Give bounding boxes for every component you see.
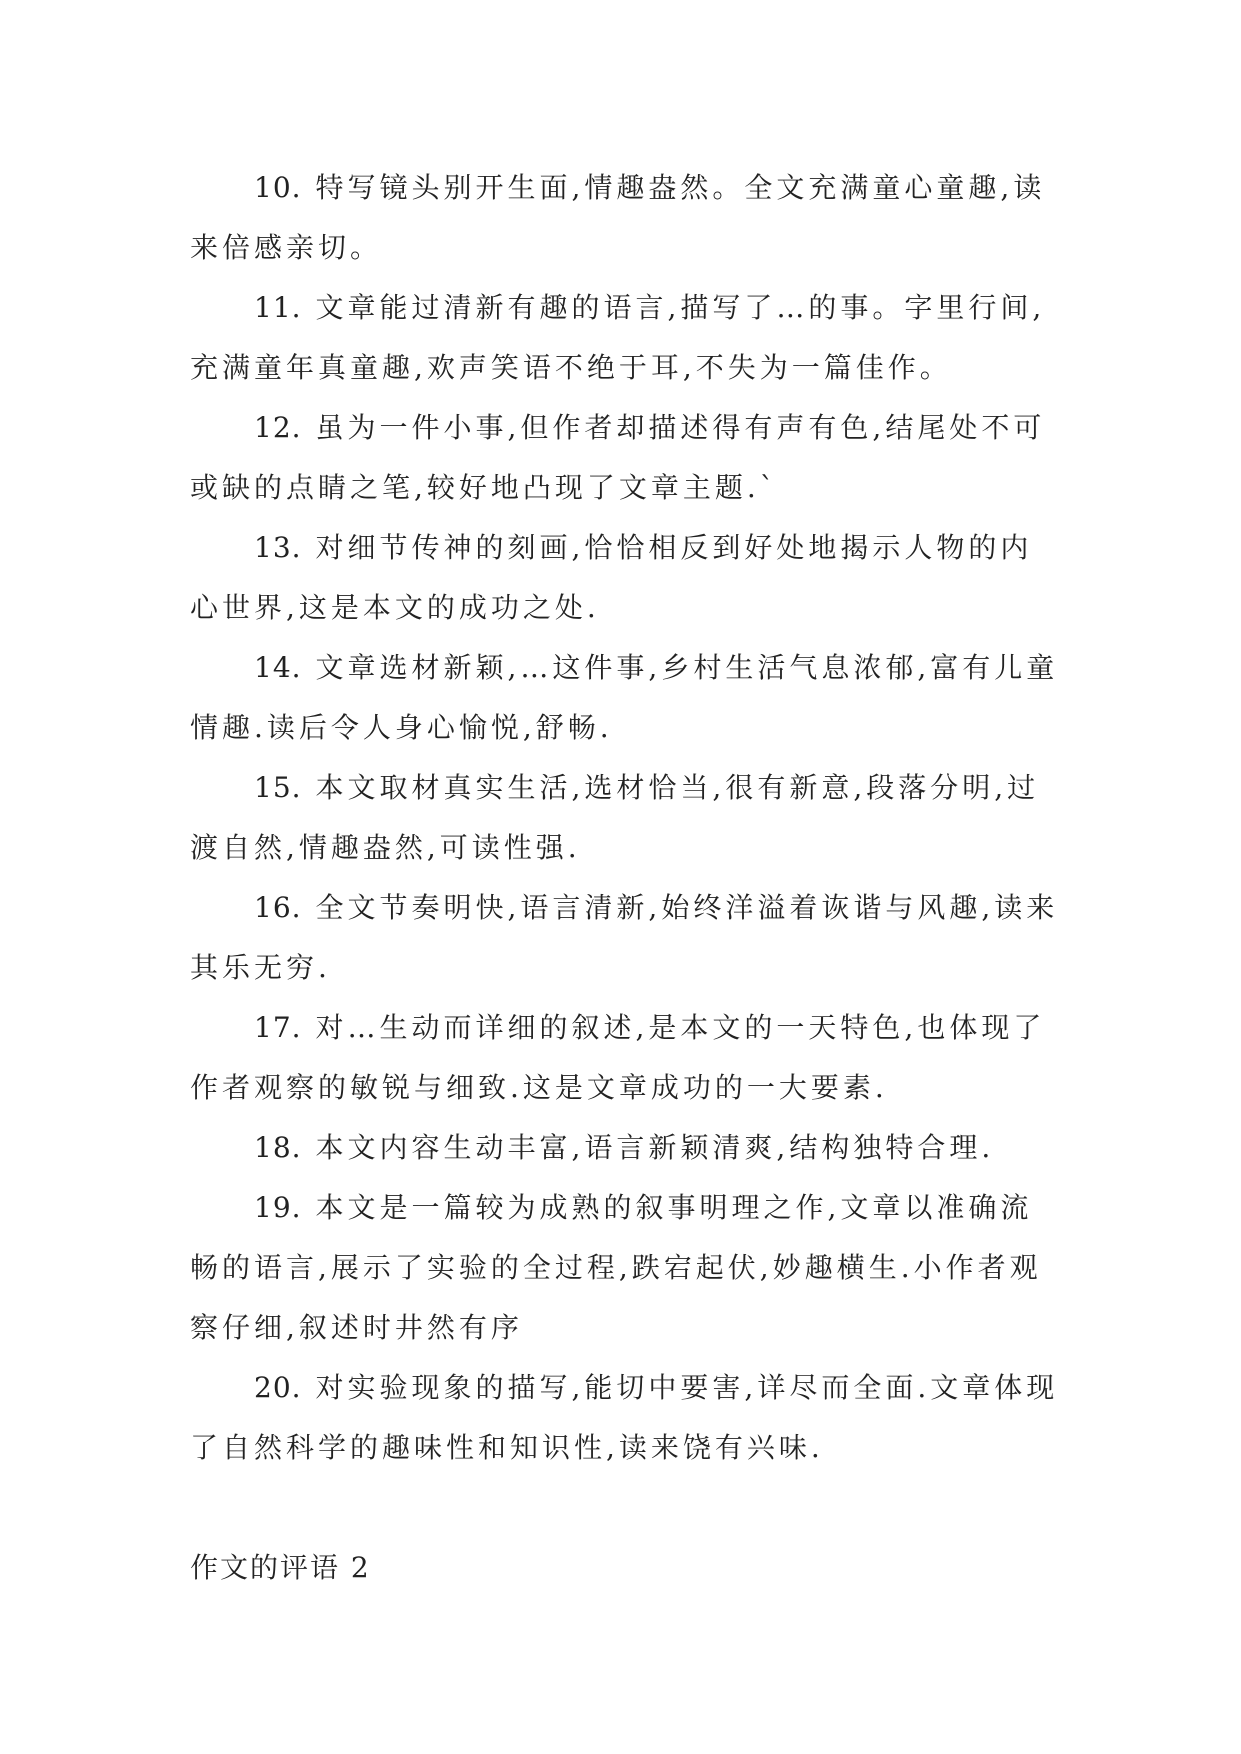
comment-item — [190, 1118, 1060, 1178]
section-heading: 作文的评语 2 — [190, 1551, 371, 1584]
comment-number: 13. — [254, 531, 302, 564]
comment-text: 本文取材真实生活,选材恰当,很有新意,段落分明,过渡自然,情趣盎然,可读性强. — [190, 771, 1040, 864]
comment-number: 17. — [254, 1011, 302, 1044]
comment-number: 20. — [254, 1371, 302, 1404]
comment-text: 文章能过清新有趣的语言,描写了…的事。字里行间,充满童年真童趣,欢声笑语不绝于耳,不失为一篇佳作。 — [190, 291, 1046, 384]
comment-number: 10. — [254, 171, 302, 204]
comment-text: 对实验现象的描写,能切中要害,详尽而全面.文章体现了自然科学的趣味性和知识性,读来饶有兴味. — [190, 1371, 1059, 1464]
comment-item — [190, 158, 1060, 278]
comment-text: 对…生动而详细的叙述,是本文的一天特色,也体现了作者观察的敏锐与细致.这是文章成功的一大要素. — [190, 1011, 1046, 1104]
comment-item — [190, 638, 1060, 758]
comment-number: 18. — [254, 1131, 302, 1164]
comment-number: 15. — [254, 771, 302, 804]
comment-number: 16. — [254, 891, 302, 924]
comment-number: 14. — [254, 651, 302, 684]
comment-item — [190, 1358, 1060, 1478]
comment-text: 全文节奏明快,语言清新,始终洋溢着诙谐与风趣,读来其乐无穷. — [190, 891, 1059, 984]
comment-item — [190, 1178, 1060, 1358]
comment-text: 本文内容生动丰富,语言新颖清爽,结构独特合理. — [315, 1131, 995, 1164]
comment-number: 11. — [254, 291, 302, 324]
comment-text: 本文是一篇较为成熟的叙事明理之作,文章以准确流畅的语言,展示了实验的全过程,跌宕起伏,妙趣横生.小作者观察仔细,叙述时井然有序 — [190, 1191, 1042, 1344]
comment-item — [190, 998, 1060, 1118]
comment-text: 文章选材新颖,…这件事,乡村生活气息浓郁,富有儿童情趣.读后令人身心愉悦,舒畅. — [190, 651, 1059, 744]
comment-item — [190, 518, 1060, 638]
comment-number: 19. — [254, 1191, 302, 1224]
document-body — [190, 158, 1060, 1598]
comment-text: 特写镜头别开生面,情趣盎然。全文充满童心童趣,读来倍感亲切。 — [190, 171, 1046, 264]
comment-item — [190, 398, 1060, 518]
comment-item — [190, 758, 1060, 878]
comment-item — [190, 878, 1060, 998]
comment-text: 虽为一件小事,但作者却描述得有声有色,结尾处不可或缺的点睛之笔,较好地凸现了文章主题.` — [190, 411, 1046, 504]
comment-item — [190, 278, 1060, 398]
comment-number: 12. — [254, 411, 302, 444]
comment-text: 对细节传神的刻画,恰恰相反到好处地揭示人物的内心世界,这是本文的成功之处. — [190, 531, 1033, 624]
